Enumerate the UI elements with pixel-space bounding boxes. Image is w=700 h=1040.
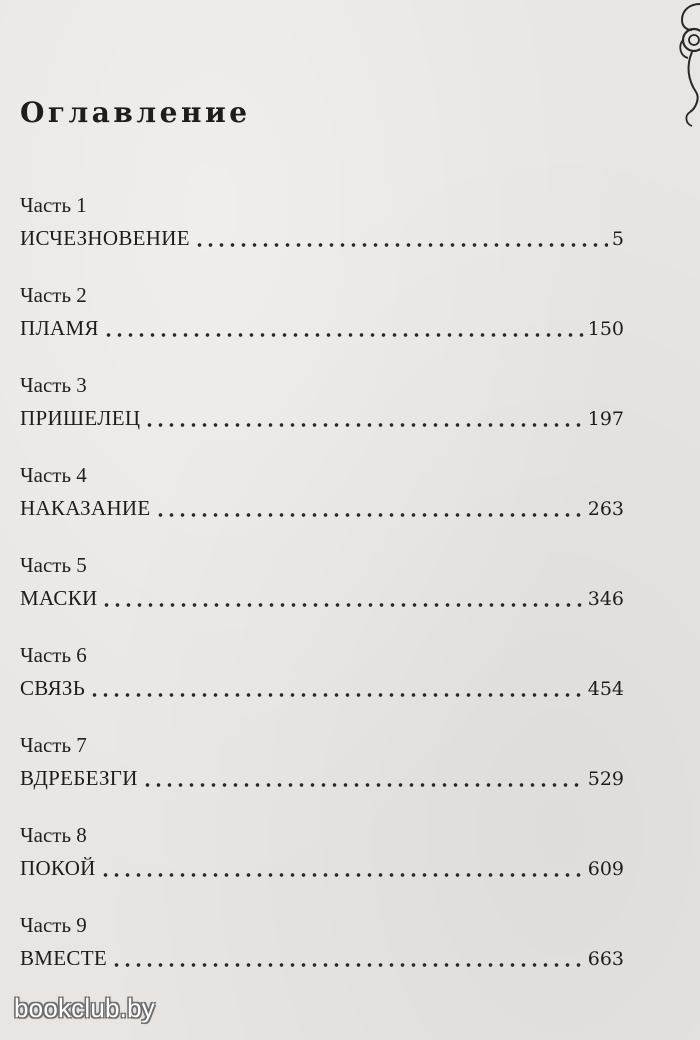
dot-leader [103, 330, 584, 340]
part-title: ВДРЕБЕЗГИ [20, 766, 138, 790]
toc-line [20, 848, 624, 888]
page-number: 197 [587, 408, 624, 430]
part-title: ПОКОЙ [20, 856, 96, 880]
table-of-contents [20, 192, 624, 1002]
part-label: Часть 9 [20, 913, 87, 937]
page-title: Оглавление [20, 96, 251, 129]
page-number: 346 [587, 588, 624, 610]
part-title: ПЛАМЯ [20, 316, 99, 340]
part-title: НАКАЗАНИЕ [20, 496, 151, 520]
part-title: МАСКИ [20, 586, 98, 610]
toc-line [20, 668, 624, 708]
page-number: 263 [587, 498, 624, 520]
page-number: 529 [587, 768, 624, 790]
part-label: Часть 1 [20, 193, 87, 217]
toc-line [20, 398, 624, 438]
toc-line [20, 488, 624, 528]
part-label: Часть 3 [20, 373, 87, 397]
toc-entry [20, 642, 624, 732]
dot-leader [101, 600, 583, 610]
part-label: Часть 2 [20, 283, 87, 307]
page-number: 663 [587, 948, 624, 970]
toc-entry [20, 822, 624, 912]
page-number: 150 [587, 318, 624, 340]
part-title: ИСЧЕЗНОВЕНИЕ [20, 226, 190, 250]
part-label: Часть 5 [20, 553, 87, 577]
part-label: Часть 4 [20, 463, 87, 487]
toc-entry [20, 282, 624, 372]
toc-line [20, 578, 624, 618]
dot-leader [89, 690, 584, 700]
dot-leader [142, 780, 584, 790]
page-number: 5 [611, 228, 624, 250]
page-number: 454 [587, 678, 624, 700]
part-title: ПРИШЕЛЕЦ [20, 406, 141, 430]
toc-line [20, 308, 624, 348]
toc-entry [20, 912, 624, 1002]
part-label: Часть 7 [20, 733, 87, 757]
dot-leader [194, 240, 608, 250]
dot-leader [155, 510, 584, 520]
dot-leader [111, 960, 584, 970]
toc-entry [20, 732, 624, 822]
toc-entry [20, 552, 624, 642]
dot-leader [144, 420, 583, 430]
toc-entry [20, 462, 624, 552]
part-label: Часть 6 [20, 643, 87, 667]
toc-line [20, 218, 624, 258]
toc-line [20, 758, 624, 798]
toc-entry [20, 192, 624, 282]
toc-line [20, 938, 624, 978]
part-title: СВЯЗЬ [20, 676, 86, 700]
toc-entry [20, 372, 624, 462]
site-watermark: bookclub.by [14, 993, 155, 1023]
part-title: ВМЕСТЕ [20, 946, 107, 970]
dot-leader [100, 870, 584, 880]
page-number: 609 [587, 858, 624, 880]
part-label: Часть 8 [20, 823, 87, 847]
floral-ornament-icon [656, 0, 700, 130]
